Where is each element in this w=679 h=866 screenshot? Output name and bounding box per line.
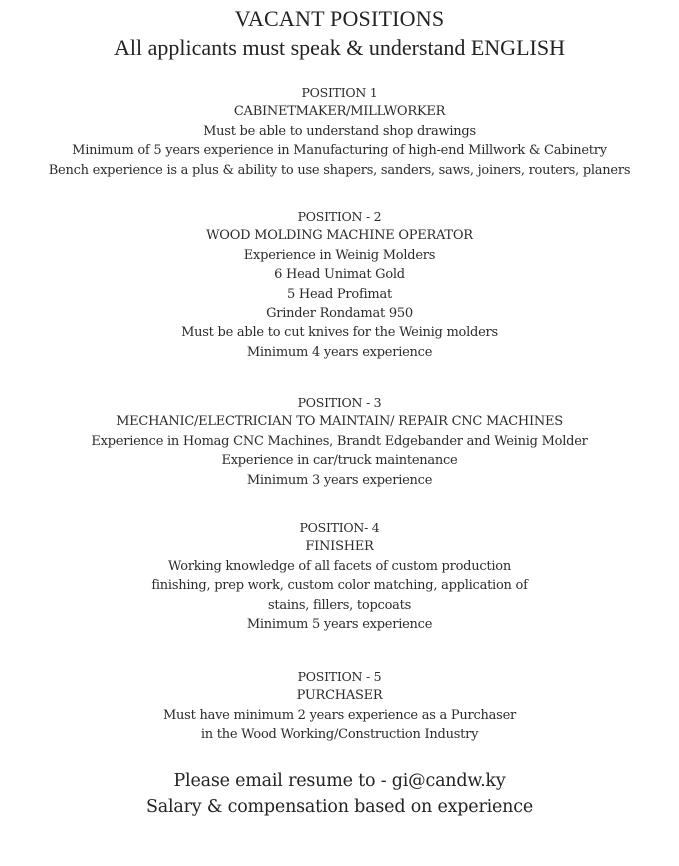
position-3-block xyxy=(0,393,679,490)
page-subtitle: All applicants must speak & understand ENGLISH xyxy=(114,35,565,60)
position-requirement: Minimum 5 years experience xyxy=(246,617,433,633)
position-requirement: Experience in Homag CNC Machines, Brandt Edgebander and Weinig Molder xyxy=(91,433,588,449)
position-requirement: Must be able to cut knives for the Weinig molders xyxy=(181,325,498,341)
position-job-title: PURCHASER xyxy=(296,688,383,704)
position-requirement: Minimum of 5 years experience in Manufacturing of high-end Millwork & Cabinetry xyxy=(72,143,607,159)
position-requirement: Must have minimum 2 years experience as a Purchaser xyxy=(163,707,516,723)
position-requirement: Minimum 3 years experience xyxy=(246,472,433,488)
position-requirement: in the Wood Working/Construction Industry xyxy=(200,727,479,743)
position-number: POSITION - 3 xyxy=(297,395,382,410)
salary-note: Salary & compensation based on experience xyxy=(145,797,534,817)
position-requirement: finishing, prep work, custom color matching, application of xyxy=(151,578,528,594)
position-job-title: MECHANIC/ELECTRICIAN TO MAINTAIN/ REPAIR CNC MACHINES xyxy=(116,414,563,430)
position-number: POSITION - 2 xyxy=(297,209,382,224)
position-number: POSITION 1 xyxy=(301,85,378,100)
position-number: POSITION- 4 xyxy=(299,520,380,535)
position-requirement: Bench experience is a plus & ability to use shapers, sanders, saws, joiners, routers, planers xyxy=(48,162,631,178)
position-1-block xyxy=(0,83,679,180)
position-requirement: 5 Head Profimat xyxy=(287,286,392,302)
position-requirement: Experience in Weinig Molders xyxy=(243,247,436,263)
position-job-title: FINISHER xyxy=(305,539,374,555)
position-job-title: WOOD MOLDING MACHINE OPERATOR xyxy=(206,228,473,244)
page-title: VACANT POSITIONS xyxy=(234,6,445,31)
email-instructions: Please email resume to - gi@candw.ky xyxy=(173,771,506,791)
position-requirement: Working knowledge of all facets of custom production xyxy=(168,558,511,574)
position-5-block xyxy=(0,667,679,745)
position-job-title: CABINETMAKER/MILLWORKER xyxy=(233,104,446,120)
position-requirement: Minimum 4 years experience xyxy=(246,344,433,360)
position-requirement: Grinder Rondamat 950 xyxy=(266,306,413,322)
position-number: POSITION - 5 xyxy=(297,669,382,684)
position-requirement: stains, fillers, topcoats xyxy=(267,597,412,613)
position-requirement: Experience in car/truck maintenance xyxy=(221,453,458,469)
position-4-block xyxy=(0,518,679,634)
position-2-block xyxy=(0,207,679,362)
position-requirement: 6 Head Unimat Gold xyxy=(274,267,405,283)
position-requirement: Must be able to understand shop drawings xyxy=(203,123,476,139)
contact-footer xyxy=(0,768,679,820)
